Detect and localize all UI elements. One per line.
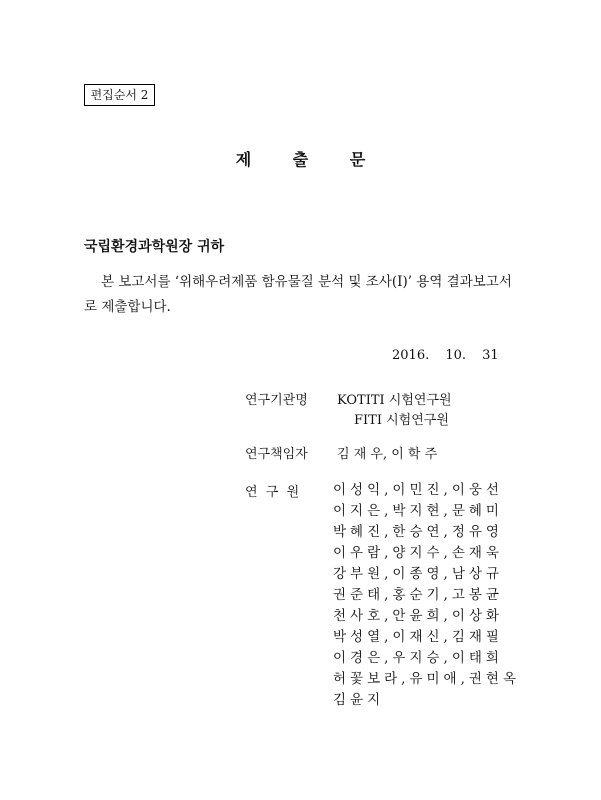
institution-name-1: KOTITI 시험연구원 bbox=[337, 393, 452, 408]
researcher-line: 박성열,이재신,김재필 bbox=[333, 629, 503, 645]
researcher-line: 박혜진,한승연,정유영 bbox=[333, 524, 503, 540]
researcher-line: 허꽃보라,유미애,권현옥 bbox=[333, 671, 520, 687]
researcher-line: 이경은,우지승,이태희 bbox=[333, 650, 503, 666]
lead-researcher-label: 연구책임자 bbox=[245, 447, 308, 462]
researcher-line: 천사호,안윤희,이상화 bbox=[333, 608, 503, 624]
researcher-list bbox=[333, 480, 520, 711]
edit-order-box: 편집순서 2 bbox=[84, 84, 155, 106]
lead-researcher-names: 김 재 우, 이 학 주 bbox=[337, 447, 438, 462]
researcher-line: 이지은,박지현,문혜미 bbox=[333, 503, 503, 519]
submission-date: 2016. 10. 31 bbox=[392, 348, 499, 363]
researcher-line: 권준태,홍순기,고봉균 bbox=[333, 587, 503, 603]
researcher-line: 이우람,양지수,손재욱 bbox=[333, 545, 503, 561]
recipient-line: 국립환경과학원장 귀하 bbox=[84, 239, 225, 255]
researcher-line: 이성익,이민진,이웅선 bbox=[333, 482, 503, 498]
researchers-label: 연 구 원 bbox=[245, 485, 300, 500]
researcher-line: 김윤지 bbox=[333, 692, 385, 708]
institution-name-2: FITI 시험연구원 bbox=[354, 413, 449, 428]
researcher-line: 강부원,이종영,남상규 bbox=[333, 566, 503, 582]
page-title: 제 출 문 bbox=[235, 150, 384, 169]
institution-label: 연구기관명 bbox=[245, 393, 308, 408]
submission-statement: 본 보고서를 ‘위해우려제품 함유물질 분석 및 조사(I)’ 용역 결과보고서로 제출합니다. bbox=[84, 274, 512, 315]
